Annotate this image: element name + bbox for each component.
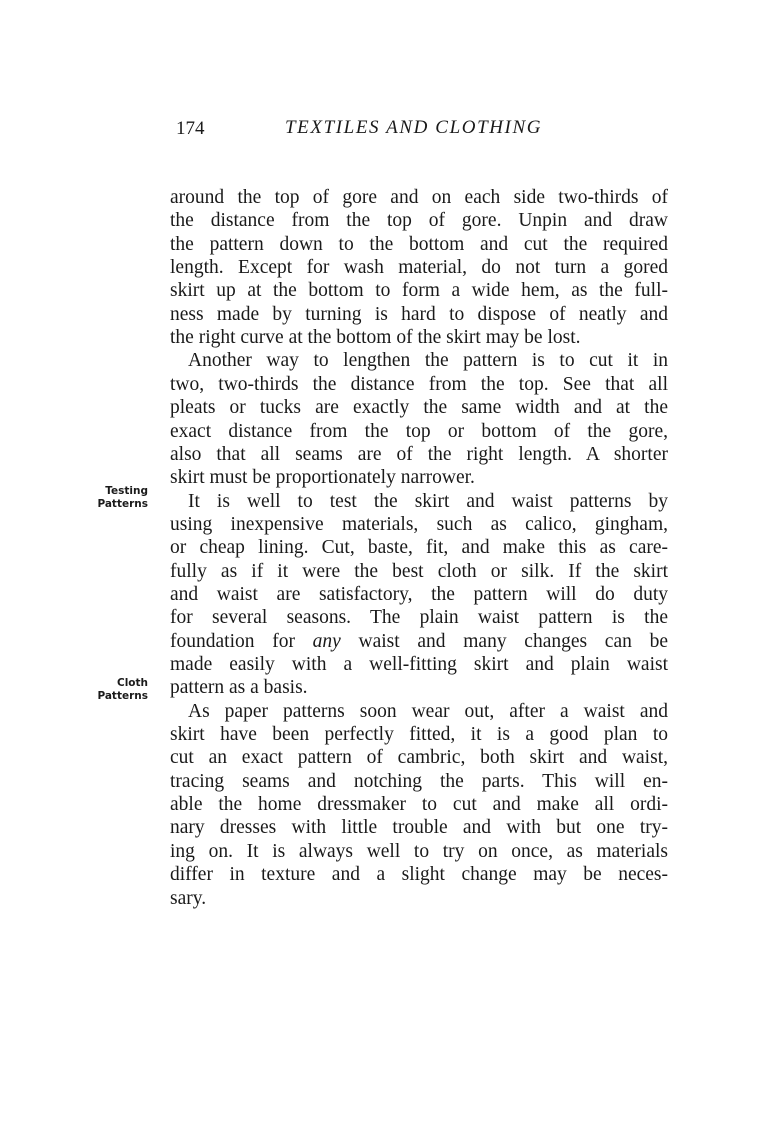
text-line: for several seasons. The plain waist pattern is the — [170, 607, 668, 629]
text-line: fully as if it were the best cloth or silk. If the skirt — [170, 560, 668, 582]
margin-note-line: Patterns — [97, 690, 148, 702]
page-number: 174 — [176, 118, 205, 139]
text-line: and waist are satisfactory, the pattern will do duty — [170, 583, 668, 605]
text-line: tracing seams and notching the parts. This will en- — [170, 770, 668, 792]
text-line: skirt up at the bottom to form a wide hem, as the full- — [170, 280, 668, 302]
text-line: or cheap lining. Cut, baste, fit, and make this as care- — [170, 537, 668, 559]
text-segment: foundation for — [170, 630, 313, 652]
text-line: cut an exact pattern of cambric, both skirt and waist, — [170, 747, 668, 769]
running-title: TEXTILES AND CLOTHING — [285, 117, 543, 138]
text-line: ness made by turning is hard to dispose of neatly and — [170, 303, 668, 325]
text-line: Another way to lengthen the pattern is to cut it in — [188, 350, 668, 372]
text-line: pleats or tucks are exactly the same width and at the — [170, 397, 668, 419]
text-line: As paper patterns soon wear out, after a waist and — [188, 700, 668, 722]
text-line: also that all seams are of the right length. A shorter — [170, 443, 668, 465]
text-line: It is well to test the skirt and waist patterns by — [188, 490, 668, 512]
text-line: length. Except for wash material, do not turn a gored — [170, 257, 668, 279]
italic-word: any — [312, 630, 341, 652]
text-line: skirt have been perfectly fitted, it is a good plan to — [170, 724, 668, 746]
text-line: exact distance from the top or bottom of the gore, — [170, 420, 668, 442]
margin-note-line: Patterns — [97, 498, 148, 510]
text-line: pattern as a basis. — [170, 677, 308, 699]
text-line: skirt must be proportionately narrower. — [170, 467, 475, 489]
text-line: the right curve at the bottom of the skirt may be lost. — [170, 327, 581, 349]
text-line: two, two-thirds the distance from the top. See that all — [170, 373, 668, 395]
text-line: differ in texture and a slight change may be neces- — [170, 864, 668, 886]
margin-note-testing-patterns — [88, 485, 148, 511]
text-line: around the top of gore and on each side two-thirds of — [170, 187, 668, 208]
text-line: using inexpensive materials, such as calico, gingham, — [170, 513, 668, 535]
text-line: the pattern down to the bottom and cut the required — [170, 233, 668, 255]
text-segment: waist and many changes can be — [340, 630, 668, 652]
text-line: able the home dressmaker to cut and make all ordi- — [170, 794, 668, 816]
text-line: nary dresses with little trouble and with but one try- — [170, 817, 668, 839]
text-line: the distance from the top of gore. Unpin and draw — [170, 210, 668, 232]
text-line: sary. — [170, 887, 207, 909]
margin-note-line: Testing — [105, 485, 148, 497]
margin-note-line: Cloth — [116, 677, 148, 689]
margin-note-cloth-patterns — [88, 677, 148, 703]
text-line — [170, 630, 668, 654]
text-line: made easily with a well-fitting skirt and plain waist — [170, 654, 668, 675]
text-line: ing on. It is always well to try on once, as materials — [170, 840, 668, 862]
